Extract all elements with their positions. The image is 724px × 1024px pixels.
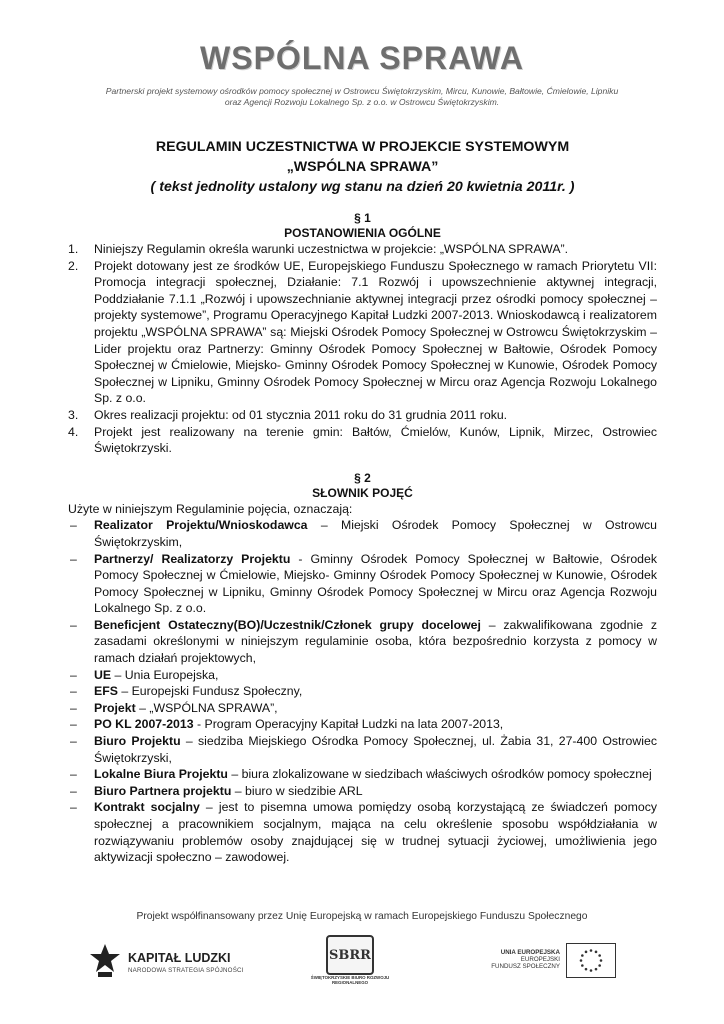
glossary-item bbox=[68, 667, 657, 684]
document-title-line3: ( tekst jednolity ustalony wg stanu na dzień 20 kwietnia 2011r. ) bbox=[150, 179, 575, 195]
section1-number: § 1 bbox=[354, 211, 371, 225]
list-item-text: Okres realizacji projektu: od 01 stycznia 2011 roku do 31 grudnia 2011 roku. bbox=[94, 407, 508, 422]
glossary-definition: – Unia Europejska, bbox=[111, 667, 219, 682]
eu-star-icon bbox=[590, 969, 593, 972]
glossary-definition: - Gminny Ośrodek Pomocy Społecznej w Bałtowie, Ośrodek Pomocy Społecznej w Ćmielowie, Miejsko- Gminny Ośrodek Pomocy Społecznej w Kunowie, Ośrodek Pomocy Społecznej w Lipniku, Gminny Ośrodek Pomocy Społecznej w Mircu oraz Agencja Rozwoju Lokalnego Sp. z o.o. bbox=[94, 551, 657, 616]
glossary-term: Realizator Projektu/Wnioskodawca bbox=[94, 518, 308, 533]
glossary-term: PO KL 2007-2013 bbox=[94, 717, 194, 732]
glossary-definition: – jest to pisemna umowa pomiędzy osobą korzystającą ze świadczeń pomocy społecznej a pracownikiem socjalnym, mająca na celu określenie sposobu współdziałania w rozwiązywaniu problemów osoby znajdującej się w trudnej sytuacji życiowej, umożliwienia jego aktywizacji społeczno – zawodowej. bbox=[94, 800, 657, 865]
eu-flag-stars bbox=[580, 949, 603, 972]
list-item-number: 4. bbox=[68, 424, 79, 439]
glossary-term: Lokalne Biura Projektu bbox=[94, 767, 228, 782]
header-subtitle-line2: oraz Agencji Rozwoju Lokalnego Sp. z o.o. w Ostrowcu Świętokrzyskim. bbox=[224, 97, 500, 107]
dash-bullet: – bbox=[70, 767, 77, 782]
dash-bullet: – bbox=[70, 684, 77, 699]
list-item-number: 2. bbox=[68, 258, 79, 273]
eu-star-icon bbox=[581, 964, 584, 967]
kapital-ludzki-subtitle: NARODOWA STRATEGIA SPÓJNOŚCI bbox=[128, 967, 244, 974]
eu-star-icon bbox=[580, 959, 583, 962]
glossary-definition: - Program Operacyjny Kapitał Ludzki na lata 2007-2013, bbox=[193, 717, 504, 732]
list-item bbox=[68, 407, 657, 424]
glossary-term: Projekt bbox=[94, 700, 136, 715]
glossary-item bbox=[68, 551, 657, 617]
dash-bullet: – bbox=[70, 800, 77, 815]
page-footer bbox=[0, 905, 724, 1024]
eu-star-icon bbox=[590, 949, 593, 952]
list-item-number: 1. bbox=[68, 242, 79, 256]
glossary-item bbox=[68, 733, 657, 766]
dash-bullet: – bbox=[70, 617, 77, 632]
glossary-item bbox=[68, 617, 657, 667]
eu-star-icon bbox=[598, 954, 601, 957]
cofinance-note: Projekt współfinansowany przez Unię Europejską w ramach Europejskiego Funduszu Społecznego bbox=[136, 911, 588, 922]
brand-title: WSPÓLNA SPRAWA bbox=[200, 40, 524, 76]
glossary-item bbox=[68, 716, 657, 733]
glossary-term: UE bbox=[94, 667, 112, 682]
list-item-number: 3. bbox=[68, 407, 79, 422]
sbrr-caption: ŚWIĘTOKRZYSKIE BIURO ROZWOJU REGIONALNEGO bbox=[310, 975, 390, 985]
eu-star-icon bbox=[585, 968, 588, 971]
section2-number: § 2 bbox=[354, 470, 371, 485]
glossary-term: EFS bbox=[94, 684, 118, 699]
dash-bullet: – bbox=[70, 551, 77, 566]
document-title-line1: REGULAMIN UCZESTNICTWA W PROJEKCIE SYSTEMOWYM bbox=[155, 139, 570, 155]
glossary-term: Partnerzy/ Realizatorzy Projektu bbox=[94, 551, 291, 566]
dash-bullet: – bbox=[70, 734, 77, 749]
section2-title: SŁOWNIK POJĘĆ bbox=[312, 485, 413, 500]
list-item bbox=[68, 241, 657, 258]
eu-flag-icon bbox=[566, 943, 616, 978]
glossary-item bbox=[68, 683, 657, 700]
eu-line2: EUROPEJSKI bbox=[520, 956, 560, 964]
dash-bullet: – bbox=[70, 717, 77, 732]
dash-bullet: – bbox=[70, 667, 77, 682]
list-item-text: Niniejszy Regulamin określa warunki uczestnictwa w projekcie: „WSPÓLNA SPRAWA”. bbox=[94, 242, 569, 256]
dash-bullet: – bbox=[70, 700, 77, 715]
list-item bbox=[68, 258, 657, 407]
glossary-definition: – „WSPÓLNA SPRAWA”, bbox=[135, 700, 278, 715]
efs-logo-icon bbox=[88, 942, 122, 978]
glossary-item bbox=[68, 783, 657, 800]
glossary-list bbox=[68, 517, 657, 865]
document-title-line2: „WSPÓLNA SPRAWA” bbox=[286, 159, 439, 175]
glossary-definition: – Europejski Fundusz Społeczny, bbox=[117, 684, 303, 699]
list-item-text: Projekt jest realizowany na terenie gmin: Bałtów, Ćmielów, Kunów, Lipnik, Mirzec, Ostrowiec Świętokrzyski. bbox=[94, 424, 657, 456]
glossary-definition: – Miejski Ośrodek Pomocy Społecznej w Ostrowcu Świętokrzyskim, bbox=[94, 518, 657, 549]
eu-star-icon bbox=[595, 951, 598, 954]
header-subtitle-line1: Partnerski projekt systemowy ośrodków pomocy społecznej w Ostrowcu Świętokrzyskim, Mircu, Kunowie, Bałtowie, Ćmielowie, Lipniku bbox=[105, 86, 619, 96]
glossary-definition: – biuro w siedzibie ARL bbox=[231, 783, 363, 798]
eu-star-icon bbox=[595, 968, 598, 971]
section1-title: POSTANOWIENIA OGÓLNE bbox=[284, 226, 441, 240]
eu-line1: UNIA EUROPEJSKA bbox=[500, 949, 560, 956]
glossary-term: Beneficjent Ostateczny(BO)/Uczestnik/Członek grupy docelowej bbox=[94, 617, 481, 632]
glossary-definition: – biura zlokalizowane w siedzibach właściwych ośrodków pomocy społecznej bbox=[227, 767, 652, 782]
glossary-item bbox=[68, 799, 657, 865]
document-body bbox=[68, 137, 657, 866]
glossary-term: Biuro Partnera projektu bbox=[94, 783, 232, 798]
dash-bullet: – bbox=[70, 783, 77, 798]
page-header bbox=[0, 0, 724, 120]
glossary-item bbox=[68, 700, 657, 717]
eu-line3: FUNDUSZ SPOŁECZNY bbox=[491, 963, 560, 971]
eu-star-icon bbox=[600, 959, 603, 962]
eu-text-block bbox=[478, 949, 560, 971]
eu-star-icon bbox=[581, 954, 584, 957]
glossary-item bbox=[68, 766, 657, 783]
list-item-text: Projekt dotowany jest ze środków UE, Europejskiego Funduszu Społecznego w ramach Priorytetu VII: Promocja integracji społecznej, Działanie: 7.1 Rozwój i upowszechnienie aktywnej integracji, Poddziałanie 7.1.1 „Rozwój i upowszechnianie aktywnej integracji przez ośrodki pomocy społecznej – projekty systemowe”, Programu Operacyjnego Kapitał Ludzki 2007-2013. Wnioskodawcą i realizatorem projektu „WSPÓLNA SPRAWA” są: Miejski Ośrodek Pomocy Społecznej w Ostrowcu Świętokrzyskim – Lider projektu oraz Partnerzy: Gminny Ośrodek Pomocy Społecznej w Bałtowie, Ośrodek Pomocy Społecznej w Ćmielowie, Miejsko- Gminny Ośrodek Pomocy Społecznej w Kunowie, Ośrodek Pomocy Społecznej w Lipniku, Gminny Ośrodek Pomocy Społecznej w Mircu oraz Agencja Rozwoju Lokalnego Sp. z o.o. bbox=[94, 258, 657, 406]
glossary-term: Biuro Projektu bbox=[94, 734, 181, 749]
glossary-definition: – siedziba Miejskiego Ośrodka Pomocy Społecznej, ul. Żabia 31, 27-400 Ostrowiec Świętokrzyski, bbox=[94, 734, 657, 765]
eu-star-icon bbox=[585, 951, 588, 954]
section1-list bbox=[68, 241, 657, 457]
glossary-term: Kontrakt socjalny bbox=[94, 800, 200, 815]
eu-star-icon bbox=[598, 964, 601, 967]
dash-bullet: – bbox=[70, 518, 77, 533]
glossary-definition: – zakwalifikowana zgodnie z zasadami określonymi w niniejszym regulaminie osoba, która bezpośrednio korzysta z pomocy w ramach działań projektowych, bbox=[94, 617, 657, 666]
sbrr-logo: SBRR bbox=[326, 935, 374, 975]
section2-intro: Użyte w niniejszym Regulaminie pojęcia, oznaczają: bbox=[68, 501, 353, 516]
list-item bbox=[68, 424, 657, 457]
glossary-item bbox=[68, 517, 657, 550]
kapital-ludzki-logo-text: KAPITAŁ LUDZKI bbox=[128, 951, 231, 965]
